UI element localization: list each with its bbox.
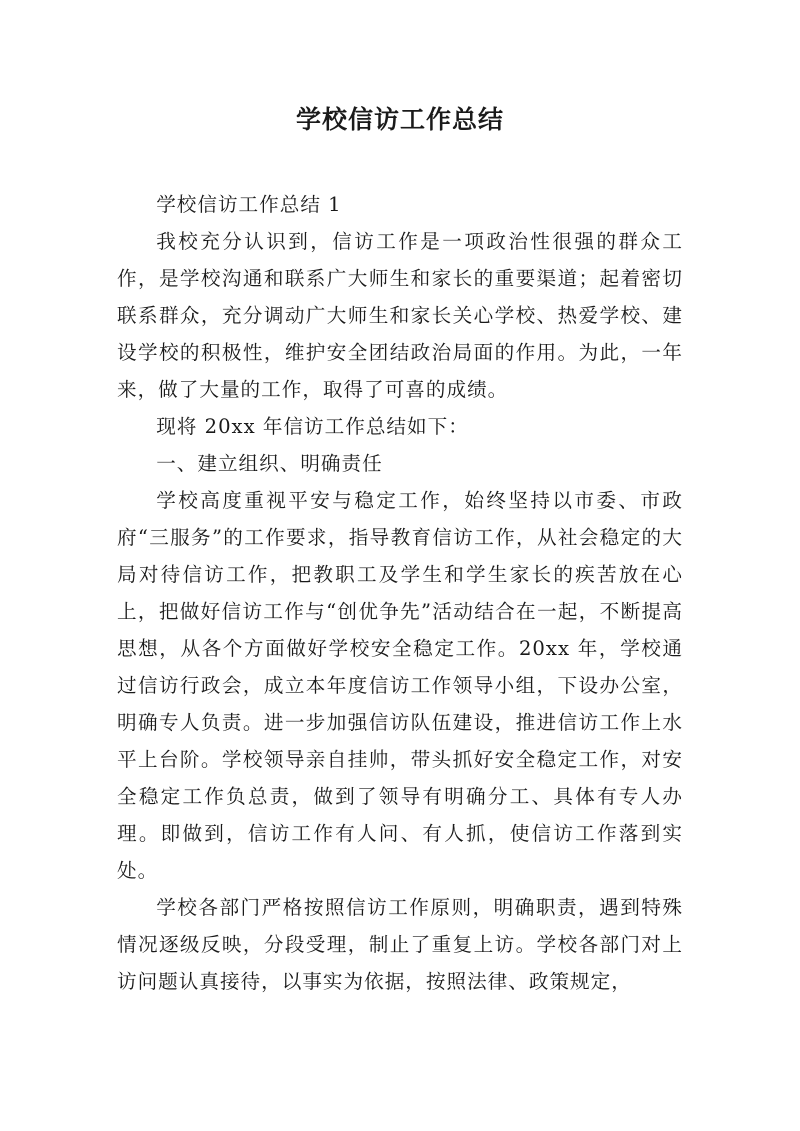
- paragraph: 学校各部门严格按照信访工作原则，明确职责，遇到特殊情况逐级反映，分段受理，制止了重复上访。学校各部门对上访问题认真接待，以事实为依据，按照法律、政策规定，: [117, 896, 683, 993]
- document-body: [117, 186, 683, 1000]
- section-heading: 学校信访工作总结 1: [156, 193, 342, 216]
- paragraph: 我校充分认识到，信访工作是一项政治性很强的群众工作，是学校沟通和联系广大师生和家长的重要渠道；起着密切联系群众，充分调动广大师生和家长关心学校、热爱学校、建设学校的积极性，维护安全团结政治局面的作用。为此，一年来，做了大量的工作，取得了可喜的成绩。: [117, 230, 683, 401]
- subsection-heading: 一、建立组织、明确责任: [156, 452, 383, 475]
- paragraph: 现将 20xx 年信访工作总结如下：: [156, 415, 469, 438]
- document-title: 学校信访工作总结: [295, 105, 504, 134]
- paragraph: 学校高度重视平安与稳定工作，始终坚持以市委、市政府“三服务”的工作要求，指导教育信访工作，从社会稳定的大局对待信访工作，把教职工及学生和学生家长的疾苦放在心上，把做好信访工作与“创优争先”活动结合在一起，不断提高思想，从各个方面做好学校安全稳定工作。20xx 年，学校通过信访行政会，成立本年度信访工作领导小组，下设办公室，明确专人负责。进一步加强信访队伍建设，推进信访工作上水平上台阶。学校领导亲自挂帅，带头抓好安全稳定工作，对安全稳定工作负总责，做到了领导有明确分工、具体有专人办理。即做到，信访工作有人问、有人抓，使信访工作落到实处。: [117, 489, 683, 882]
